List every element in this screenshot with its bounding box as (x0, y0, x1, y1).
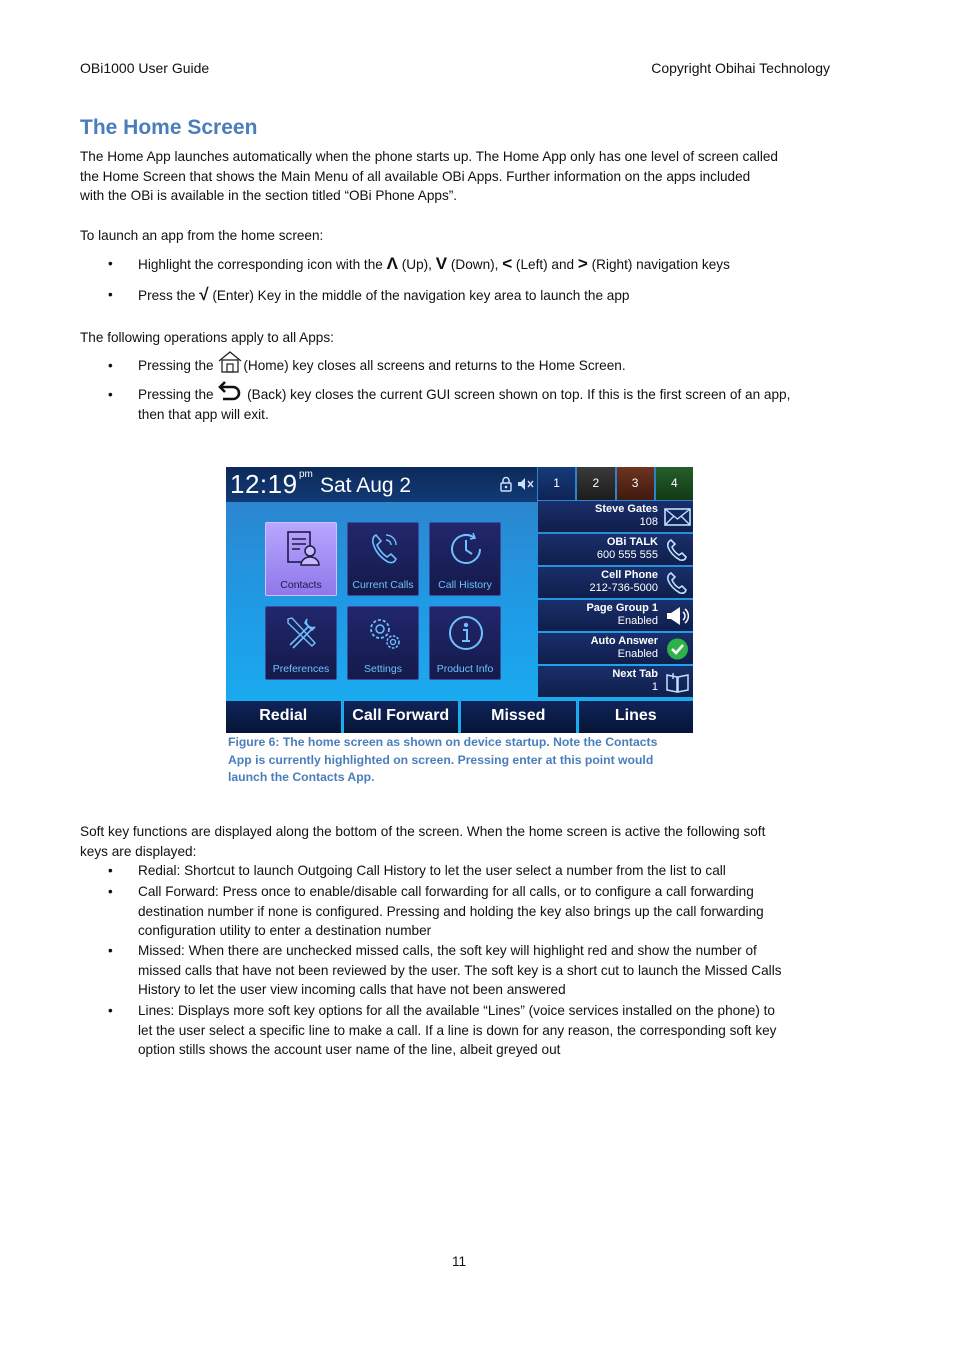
phone-handset-icon (664, 538, 691, 562)
info-icon (446, 613, 486, 653)
caption-line: launch the Contacts App. (228, 770, 375, 784)
bullet-line: destination number if none is configured. Pressing and holding the key also brings up the call forwarding (138, 903, 764, 919)
softkey-lines[interactable]: Lines (579, 701, 694, 733)
softkey-intro-line: keys are displayed: (80, 843, 197, 859)
section-title: The Home Screen (80, 116, 258, 139)
app-tile-current-calls[interactable] (347, 522, 419, 596)
open-book-icon (664, 670, 691, 694)
tile-label: Contacts (280, 579, 322, 591)
bullet-dot: • (108, 256, 113, 271)
line-name: Auto Answer (590, 635, 658, 647)
caption-line: Figure 6: The home screen as shown on device startup. Note the Contacts (228, 735, 658, 749)
softkey-intro (80, 822, 850, 861)
line-value: Enabled (617, 648, 658, 660)
intro-line: The Home App launches automatically when the phone starts up. The Home App only has one level of screen called (80, 149, 778, 164)
line-name: Next Tab (612, 668, 658, 680)
line-name: OBi TALK (606, 536, 658, 548)
down-key-symbol: V (435, 254, 448, 273)
checkmark-icon (664, 637, 691, 661)
tile-label: Settings (364, 663, 402, 675)
line-item-next-tab[interactable] (538, 666, 693, 697)
bullet-line: Redial: Shortcut to launch Outgoing Call History to let the user select a number from the list to call (138, 863, 726, 878)
envelope-icon (664, 505, 691, 529)
contacts-icon (282, 529, 322, 569)
bullet-dot: • (108, 358, 113, 373)
line-name: Cell Phone (601, 569, 658, 581)
tab-3[interactable]: 3 (617, 467, 654, 500)
text-run: (Back) key closes the current GUI screen shown on top. If this is the first screen of an app, (243, 387, 791, 402)
gears-icon (364, 613, 404, 653)
text-run: (Home) key closes all screens and returns to the Home Screen. (243, 358, 626, 373)
bullet-line: Call Forward: Press once to enable/disable call forwarding for all calls, or to configure a call forwarding (138, 884, 754, 899)
intro-line: the Home Screen that shows the Main Menu of all available OBi Apps. Further information on the apps included (80, 168, 751, 184)
text-run: Pressing the (138, 358, 218, 373)
enter-key-symbol: √ (199, 285, 209, 304)
bullet-text (138, 941, 838, 1000)
megaphone-icon (664, 604, 691, 628)
caption-line: App is currently highlighted on screen. Pressing enter at this point would (228, 752, 654, 767)
line-item-steve-gates[interactable] (538, 501, 693, 532)
clock-date: Sat Aug 2 (320, 474, 412, 497)
text-run: then that app will exit. (138, 406, 269, 422)
bullet-text (138, 861, 838, 881)
bullet-text (138, 285, 838, 306)
tile-label: Product Info (436, 663, 494, 675)
line-value: 1 (651, 681, 658, 693)
bullet-dot: • (108, 287, 113, 302)
figure-caption (228, 734, 698, 787)
bullet-text (138, 356, 838, 376)
wrench-screwdriver-icon (282, 613, 322, 653)
tab-2[interactable]: 2 (577, 467, 614, 500)
status-bar (226, 467, 537, 502)
launch-intro: To launch an app from the home screen: (80, 228, 324, 243)
bullet-dot: • (108, 943, 113, 958)
tile-label: Call History (438, 579, 492, 591)
text-run: Press the (138, 288, 200, 303)
line-item-page-group[interactable] (538, 600, 693, 631)
header-left: OBi1000 User Guide (80, 60, 210, 76)
bullet-line: configuration utility to enter a destination number (138, 923, 432, 939)
ops-intro: The following operations apply to all Apps: (80, 330, 334, 345)
left-key-symbol: < (502, 254, 513, 273)
text-run: (Up), (397, 257, 436, 272)
bullet-line: History to let the user view incoming calls that have not been answered (138, 982, 566, 998)
line-item-obi-talk[interactable] (538, 534, 693, 565)
text-run: (Down), (447, 257, 503, 272)
text-run: Pressing the (138, 387, 218, 402)
clock-ampm: pm (299, 469, 313, 480)
line-item-cell-phone[interactable] (538, 567, 693, 598)
bullet-dot: • (108, 884, 113, 899)
right-key-symbol: > (577, 254, 588, 273)
text-run: (Enter) Key in the middle of the navigation key area to launch the app (208, 288, 630, 303)
mute-speaker-icon (517, 477, 535, 491)
line-value: Enabled (617, 615, 658, 627)
line-name: Page Group 1 (586, 602, 658, 614)
up-key-symbol: Λ (386, 254, 398, 273)
line-value: 108 (639, 516, 658, 528)
intro-line: with the OBi is available in the section titled “OBi Phone Apps”. (80, 188, 458, 204)
clock-icon (446, 529, 486, 569)
softkey-intro-line: Soft key functions are displayed along the bottom of the screen. When the home screen is active the following soft (80, 824, 766, 839)
line-value: 600 555 555 (596, 549, 658, 561)
bullet-line: Missed: When there are unchecked missed calls, the soft key will highlight red and show the number of (138, 943, 757, 958)
app-tile-preferences[interactable] (265, 606, 337, 680)
bullet-dot: • (108, 1003, 113, 1018)
text-run: (Left) and (512, 257, 578, 272)
tab-4[interactable]: 4 (656, 467, 693, 500)
phone-home-screen (226, 467, 693, 733)
bullet-line: let the user select a specific line to make a call. If a line is down for any reason, the corresponding soft key (138, 1022, 777, 1038)
line-value: 212-736-5000 (589, 582, 658, 594)
softkey-missed[interactable]: Missed (461, 701, 576, 733)
text-run: (Right) navigation keys (587, 257, 730, 272)
text-run: Highlight the corresponding icon with the (138, 257, 387, 272)
soft-key-bar (226, 701, 693, 733)
bullet-text (138, 254, 838, 275)
app-tile-call-history[interactable] (429, 522, 501, 596)
bullet-line: Lines: Displays more soft key options for all the available “Lines” (voice services installed on the phone) to (138, 1003, 775, 1018)
phone-handset-icon (664, 571, 691, 595)
tile-label: Current Calls (352, 579, 414, 591)
line-item-auto-answer[interactable] (538, 633, 693, 664)
back-icon (217, 380, 243, 402)
bullet-dot: • (108, 863, 113, 878)
header-right: Copyright Obihai Technology (651, 60, 830, 76)
line-name: Steve Gates (595, 503, 658, 515)
app-tile-settings[interactable] (347, 606, 419, 680)
page-number: 11 (451, 1254, 467, 1269)
tab-1[interactable]: 1 (538, 467, 575, 500)
bullet-text (138, 1001, 838, 1060)
intro-paragraph (80, 147, 850, 206)
app-tile-product-info[interactable] (429, 606, 501, 680)
bullet-text (138, 882, 838, 941)
clock-time: 12:19 (230, 469, 298, 499)
bullet-dot: • (108, 387, 113, 402)
line-tabs (538, 467, 693, 500)
home-icon (217, 350, 243, 374)
lock-icon (500, 476, 512, 492)
app-tile-contacts[interactable] (265, 522, 337, 596)
softkey-redial[interactable]: Redial (226, 701, 341, 733)
bullet-line: option stills shows the account user name of the line, albeit greyed out (138, 1042, 561, 1058)
bullet-text (138, 385, 838, 424)
phone-handset-icon (364, 529, 404, 569)
softkey-call-forward[interactable]: Call Forward (344, 701, 459, 733)
bullet-line: missed calls that have not been reviewed by the user. The soft key is a short cut to launch the Missed Calls (138, 962, 782, 978)
tile-label: Preferences (272, 663, 330, 675)
